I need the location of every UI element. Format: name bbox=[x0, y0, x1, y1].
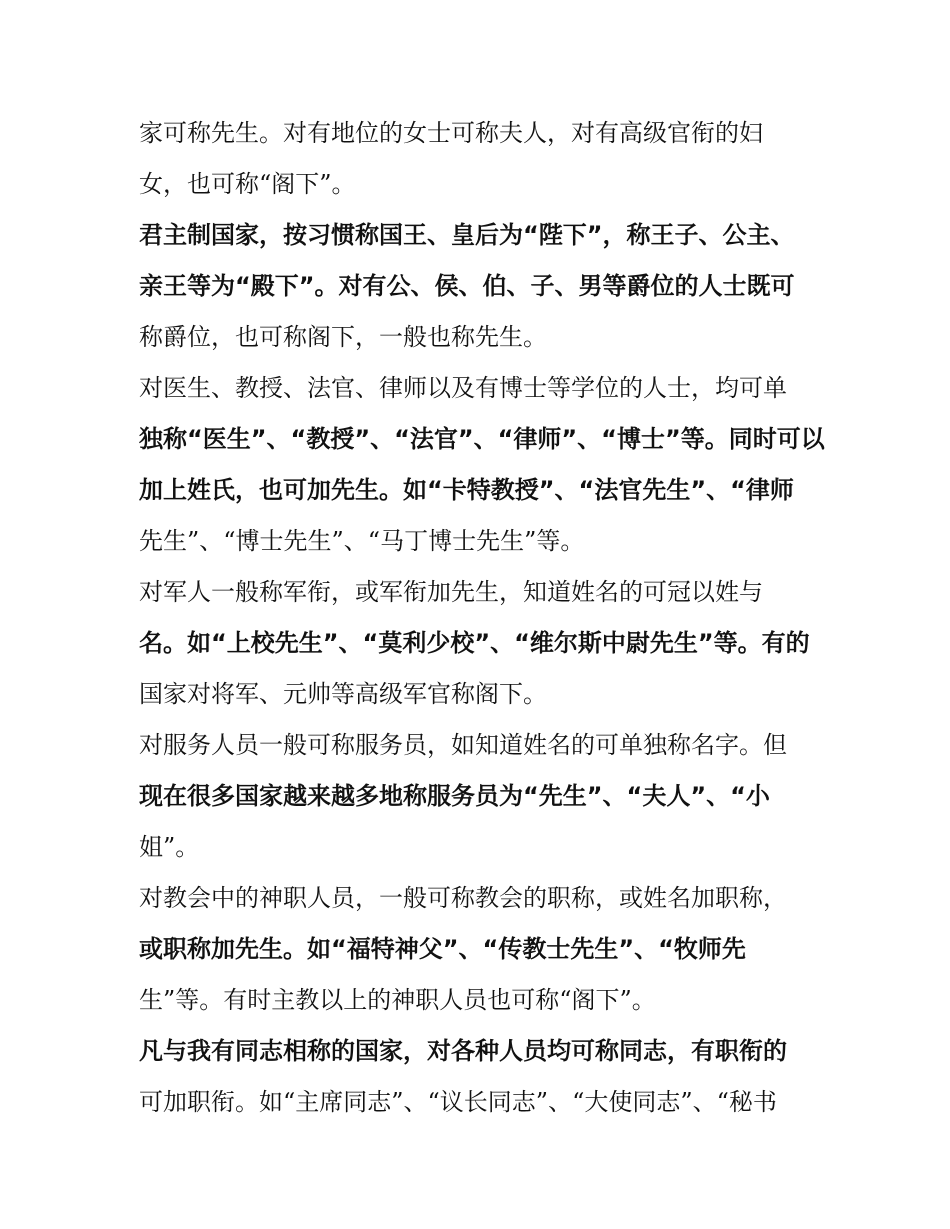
text-line: 加上姓氏，也可加先生。如“卡特教授”、“法官先生”、“律师 bbox=[139, 476, 794, 504]
text-line: 姐”。 bbox=[139, 833, 200, 861]
text-line: 名。如“上校先生”、“莫利少校”、“维尔斯中尉先生”等。有的 bbox=[139, 629, 810, 657]
text-line: 对军人一般称军衔，或军衔加先生，知道姓名的可冠以姓与 bbox=[139, 578, 763, 606]
text-line: 女，也可称“阁下”。 bbox=[139, 170, 356, 198]
text-line: 生”等。有时主教以上的神职人员也可称“阁下”。 bbox=[139, 986, 656, 1014]
text-line: 国家对将军、元帅等高级军官称阁下。 bbox=[139, 680, 547, 708]
text-line: 对服务人员一般可称服务员，如知道姓名的可单独称名字。但 bbox=[139, 731, 787, 759]
text-line: 亲王等为“殿下”。对有公、侯、伯、子、男等爵位的人士既可 bbox=[139, 272, 795, 300]
text-line: 对医生、教授、法官、律师以及有博士等学位的人士，均可单 bbox=[139, 374, 787, 402]
text-line: 对教会中的神职人员，一般可称教会的职称，或姓名加职称， bbox=[139, 884, 787, 912]
text-line: 现在很多国家越来越多地称服务员为“先生”、“夫人”、“小 bbox=[139, 782, 770, 810]
text-line: 家可称先生。对有地位的女士可称夫人，对有高级官衔的妇 bbox=[139, 119, 763, 147]
text-line: 称爵位，也可称阁下，一般也称先生。 bbox=[139, 323, 547, 351]
text-line: 独称“医生”、“教授”、“法官”、“律师”、“博士”等。同时可以 bbox=[139, 425, 825, 453]
text-line: 凡与我有同志相称的国家，对各种人员均可称同志，有职衔的 bbox=[139, 1037, 787, 1065]
body-text bbox=[139, 108, 825, 1128]
text-line: 君主制国家，按习惯称国王、皇后为“陛下”，称王子、公主、 bbox=[139, 221, 795, 249]
text-line: 可加职衔。如“主席同志”、“议长同志”、“大使同志”、“秘书 bbox=[139, 1088, 777, 1116]
text-line: 先生”、“博士先生”、“马丁博士先生”等。 bbox=[139, 527, 585, 555]
text-line: 或职称加先生。如“福特神父”、“传教士先生”、“牧师先 bbox=[139, 935, 746, 963]
